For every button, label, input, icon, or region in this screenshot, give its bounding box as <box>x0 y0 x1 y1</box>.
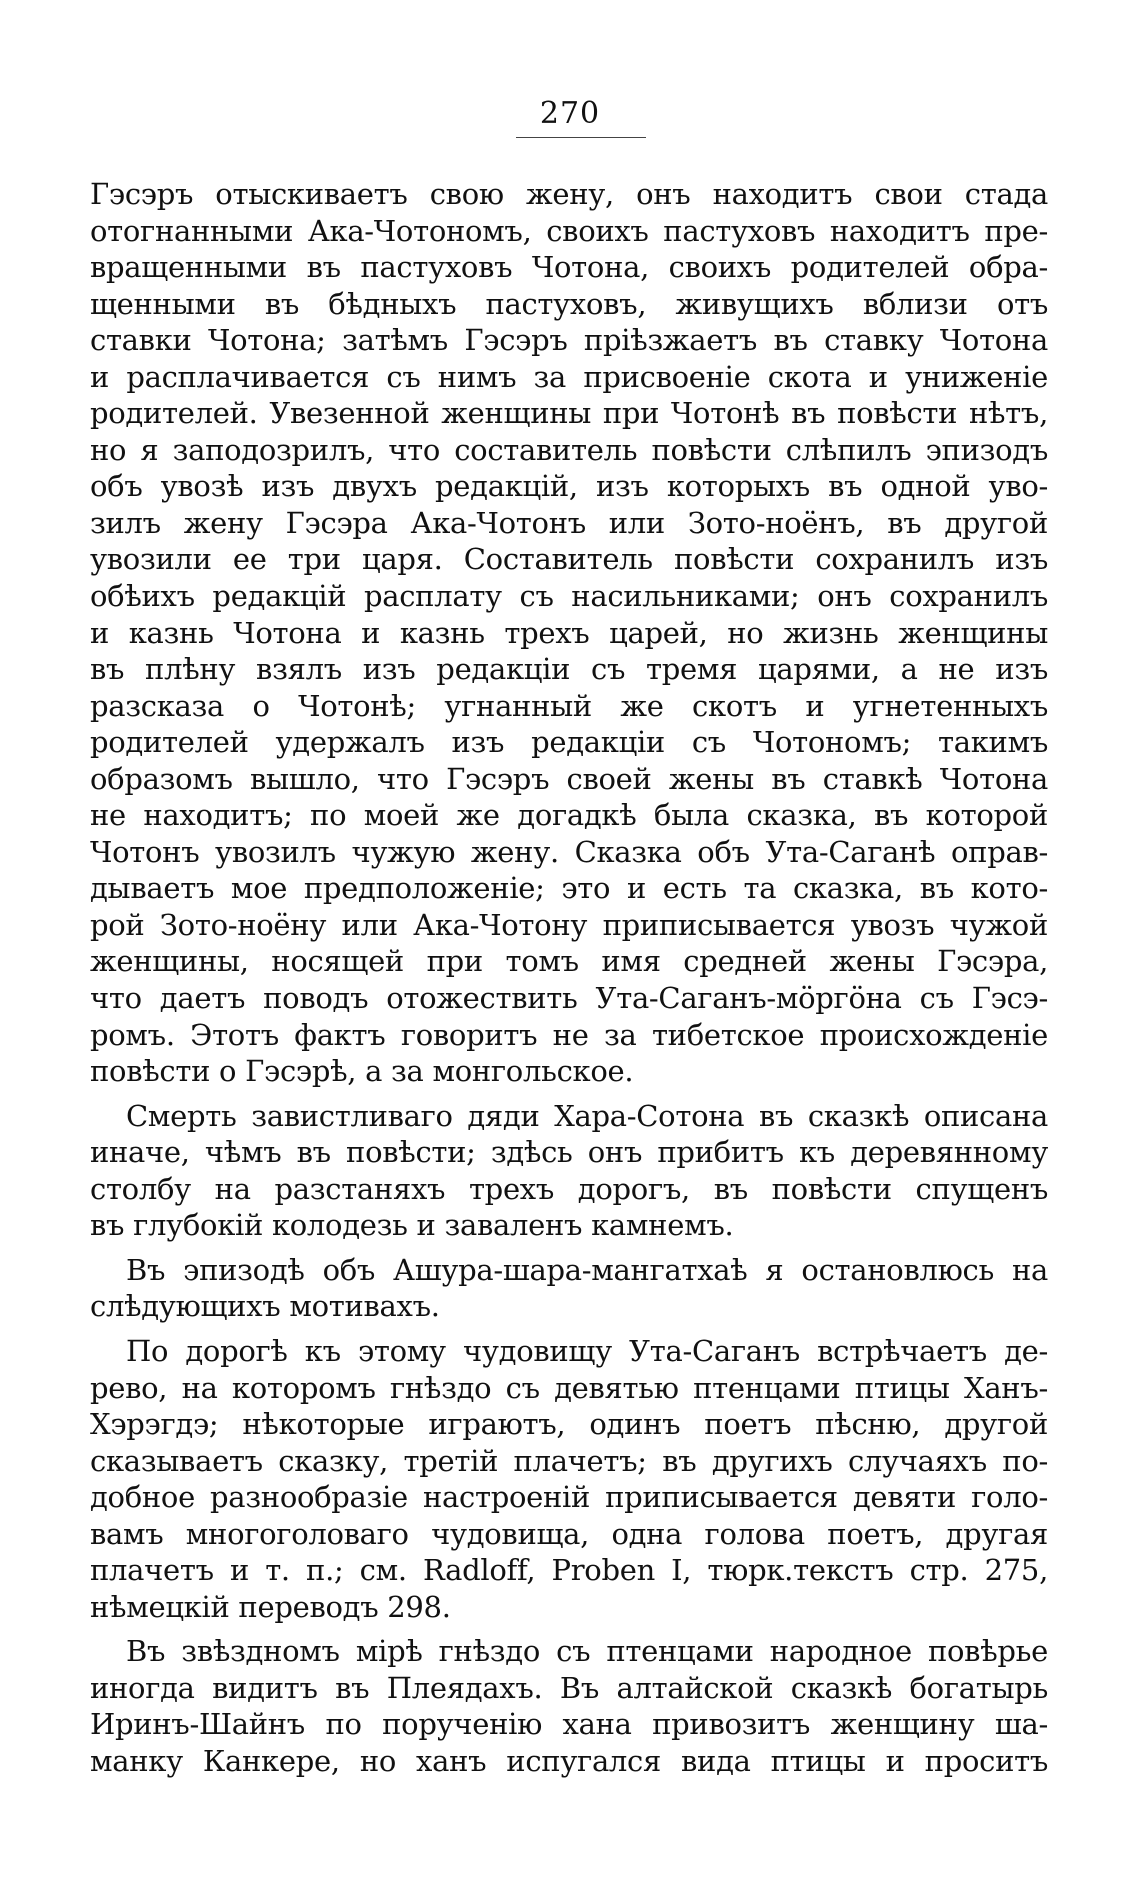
paragraph-4 <box>90 1333 1048 1625</box>
text-line: Хэрэгдэ; нѣкоторые играютъ, одинъ поетъ пѣсню, другой <box>90 1407 1048 1442</box>
paragraph-1 <box>90 176 1048 1090</box>
text-line: По дорогѣ къ этому чудовищу Ута-Саганъ встрѣчаетъ де- <box>126 1333 1048 1368</box>
text-line: дываетъ мое предположенiе; это и есть та сказка, въ кото- <box>90 871 1048 906</box>
text-line: иногда видитъ въ Плеядахъ. Въ алтайской сказкѣ богатырь <box>90 1670 1048 1705</box>
paragraph-gap <box>90 1325 1048 1333</box>
text-line: увозили ее три царя. Составитель повѣсти сохранилъ изъ <box>90 542 1048 577</box>
paragraph-gap <box>90 1625 1048 1633</box>
text-line: женщины, носящей при томъ имя средней жены Гэсэра, <box>90 944 1048 979</box>
text-line: Гэсэръ отыскиваетъ свою жену, онъ находитъ свои стада <box>90 177 1048 211</box>
text-line: разсказа о Чотонѣ; угнанный же скотъ и угнетенныхъ <box>90 688 1048 723</box>
text-line: и казнь Чотона и казнь трехъ царей, но жизнь женщины <box>90 615 1048 650</box>
text-line: ставки Чотона; затѣмъ Гэсэръ прiѣзжаетъ въ ставку Чотона <box>90 323 1048 358</box>
text-line: въ глубокiй колодезь и заваленъ камнемъ. <box>90 1208 734 1243</box>
page-number: 270 <box>539 96 601 131</box>
text-line: и расплачивается съ нимъ за присвоенiе скота и униженiе <box>90 359 1048 394</box>
text-line: въ плѣну взялъ изъ редакцiи съ тремя царями, а не изъ <box>90 652 1048 687</box>
text-line: зилъ жену Гэсэра Ака-Чотонъ или Зото-ноёнъ, въ другой <box>90 505 1048 540</box>
text-line: вамъ многоголоваго чудовища, одна голова поетъ, другая <box>90 1516 1048 1551</box>
text-line: ромъ. Этотъ фактъ говоритъ не за тибетское происхожденiе <box>90 1017 1048 1052</box>
text-line: но я заподозрилъ, что составитель повѣсти слѣпилъ эпизодъ <box>90 432 1048 467</box>
text-line: сказываетъ сказку, третiй плачетъ; въ другихъ случаяхъ по- <box>90 1443 1048 1478</box>
text-line: добное разнообразiе настроенiй приписывается девяти голо- <box>90 1480 1048 1515</box>
text-line: Въ звѣздномъ мiрѣ гнѣздо съ птенцами народное повѣрье <box>126 1634 1048 1669</box>
paragraph-2 <box>90 1098 1048 1244</box>
text-line: рево, на которомъ гнѣздо съ девятью птенцами птицы Ханъ- <box>90 1370 1048 1405</box>
text-line: родителей. Увезенной женщины при Чотонѣ въ повѣсти нѣтъ, <box>90 396 1048 431</box>
paragraph-gap <box>90 1244 1048 1252</box>
text-line: нѣмецкiй переводъ 298. <box>90 1589 451 1624</box>
text-line: отогнанными Ака-Чотономъ, своихъ пастуховъ находитъ пре- <box>90 213 1048 248</box>
text-line: Чотонъ увозилъ чужую жену. Сказка объ Ута-Саганѣ оправ- <box>90 834 1048 869</box>
text-line: иначе, чѣмъ въ повѣсти; здѣсь онъ прибитъ къ деревянному <box>90 1135 1048 1170</box>
text-line: обѣихъ редакцiй расплату съ насильниками; онъ сохранилъ <box>90 579 1048 614</box>
paragraph-3 <box>90 1252 1048 1325</box>
text-line: Въ эпизодѣ объ Ашура-шара-мангатхаѣ я остановлюсь на <box>126 1252 1048 1287</box>
text-line: родителей удержалъ изъ редакцiи съ Чотономъ; такимъ <box>90 725 1048 760</box>
text-line: манку Канкере, но ханъ испугался вида птицы и проситъ <box>90 1743 1048 1778</box>
text-line: Смерть завистливаго дяди Хара-Сотона въ сказкѣ описана <box>126 1098 1048 1133</box>
text-line: щенными въ бѣдныхъ пастуховъ, живущихъ вблизи отъ <box>90 286 1048 321</box>
text-line: слѣдующихъ мотивахъ. <box>90 1289 440 1324</box>
body-text <box>90 176 1048 1780</box>
text-line: объ увозѣ изъ двухъ редакцiй, изъ которыхъ въ одной уво- <box>90 469 1048 504</box>
text-line: плачетъ и т. п.; см. Radloff, Proben I, тюрк.текстъ стр. 275, <box>90 1553 1048 1588</box>
text-line: что даетъ поводъ отожествить Ута-Саганъ-мöргöна съ Гэсэ- <box>90 981 1048 1016</box>
text-line: вращенными въ пастуховъ Чотона, своихъ родителей обра- <box>90 250 1048 285</box>
text-line: столбу на разстаняхъ трехъ дорогъ, въ повѣсти спущенъ <box>90 1171 1048 1206</box>
text-line: повѣсти о Гэсэрѣ, а за монгольское. <box>90 1054 634 1089</box>
text-line: не находитъ; по моей же догадкѣ была сказка, въ которой <box>90 798 1048 833</box>
text-line: Иринъ-Шайнъ по порученiю хана привозитъ женщину ша- <box>90 1707 1048 1742</box>
text-line: рой Зото-ноёну или Ака-Чотону приписывается увозъ чужой <box>90 907 1048 942</box>
paragraph-5 <box>90 1633 1048 1779</box>
page-number-underline <box>516 137 646 138</box>
text-line: образомъ вышло, что Гэсэръ своей жены въ ставкѣ Чотона <box>90 761 1048 796</box>
paragraph-gap <box>90 1090 1048 1098</box>
